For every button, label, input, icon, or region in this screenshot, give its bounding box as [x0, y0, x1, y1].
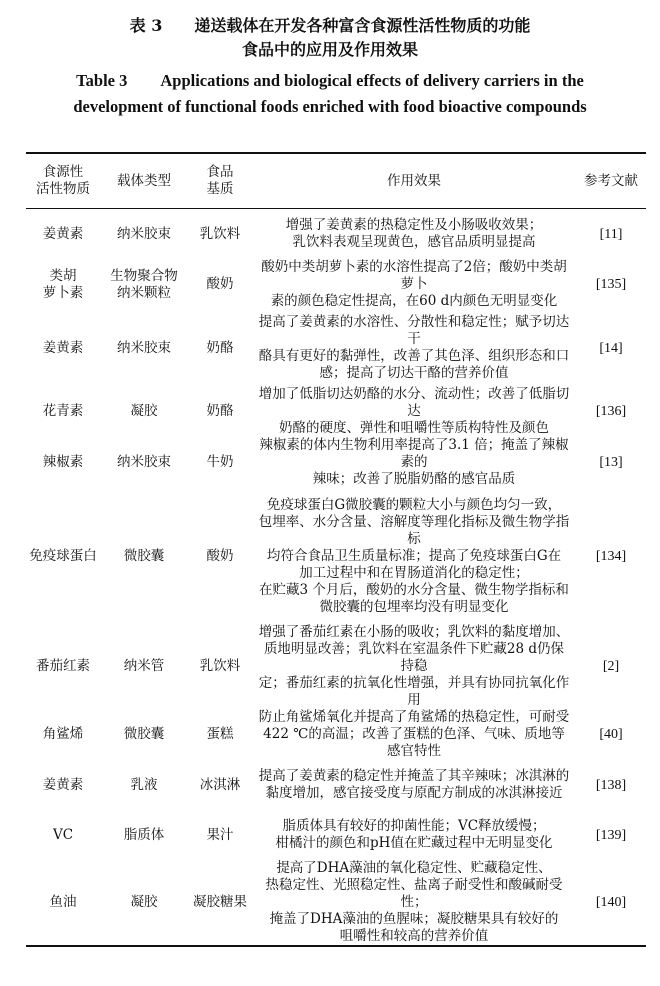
cell-text-line: 热稳定性、光照稳定性、盐离子耐受性和酸碱耐受性；	[265, 877, 563, 910]
table-row	[26, 209, 646, 259]
cell-text-line: 花青素	[42, 403, 84, 419]
header-compound	[26, 154, 100, 208]
cell-text-line: 载体类型	[117, 172, 171, 189]
cell-text-line: 咀嚼性和较高的营养价值	[339, 928, 489, 944]
cell-carrier	[100, 810, 188, 860]
cell-effect	[252, 310, 576, 386]
header-effect	[252, 154, 576, 208]
cell-food	[188, 709, 252, 760]
cell-food	[188, 259, 252, 310]
cell-text-line: 提高了姜黄素的稳定性并掩盖了其辛辣味；冰淇淋的	[258, 768, 570, 784]
title-en-line-1: Table 3 Applications and biological effects of delivery carriers in the	[76, 71, 584, 90]
cell-ref: [11]	[599, 226, 623, 242]
cell-text-line: 加工过程中和在胃肠道消化的稳定性；	[299, 564, 529, 581]
cell-text-line: 萝卜素	[42, 284, 84, 301]
cell-text-line: 微胶囊	[123, 547, 165, 564]
cell-text-line: VC	[52, 826, 74, 843]
cell-text-line: 微胶囊的包埋率均没有明显变化	[319, 598, 509, 615]
cell-carrier	[100, 437, 188, 488]
cell-text-line: 酸奶	[206, 547, 234, 564]
cell-food	[188, 860, 252, 945]
cell-carrier	[100, 860, 188, 945]
cell-compound	[26, 310, 100, 386]
cell-food	[188, 488, 252, 624]
cell-text-line: 提高了DHA藻油的氧化稳定性、贮藏稳定性、	[276, 860, 552, 876]
cell-text-line: 鱼油	[49, 894, 77, 910]
title-cn-line-1: 表 3 递送载体在开发各种富含食源性活性物质的功能	[129, 16, 531, 35]
cell-text-line: 番茄红素	[36, 658, 90, 674]
cell-text-line: 脂质体	[123, 826, 165, 843]
cell-text-line: 参考文献	[584, 172, 638, 189]
cell-text-line: 奶酪	[206, 339, 234, 356]
cell-compound	[26, 386, 100, 437]
cell-text-line: 奶酪	[206, 403, 234, 419]
cell-text-line: 辣椒素的体内生物利用率提高了3.1 倍；掩盖了辣椒素的	[259, 437, 569, 470]
cell-text-line: 活性物质	[36, 181, 90, 197]
cell-text-line: 素的颜色稳定性提高，在60 d内颜色无明显变化	[270, 293, 558, 309]
cell-text-line: 纳米颗粒	[117, 284, 171, 301]
cell-effect	[252, 437, 576, 488]
cell-carrier	[100, 259, 188, 310]
cell-text-line: 食品	[206, 164, 234, 180]
cell-effect	[252, 760, 576, 810]
cell-text-line: 作用效果	[387, 172, 441, 189]
cell-carrier	[100, 310, 188, 386]
cell-text-line: 凝胶糖果	[193, 894, 247, 910]
cell-text-line: 增强了姜黄素的热稳定性及小肠吸收效果；	[285, 217, 543, 233]
cell-text-line: 包埋率、水分含量、溶解度等理化指标及微生物学指标	[258, 513, 570, 547]
cell-ref: [134]	[595, 548, 627, 564]
cell-text-line: 冰淇淋	[199, 776, 241, 793]
cell-text-line: 增强了番茄红素在小肠的吸收；乳饮料的黏度增加、	[258, 624, 570, 640]
cell-effect	[252, 259, 576, 310]
caption-english	[0, 68, 660, 120]
cell-food	[188, 310, 252, 386]
cell-text-line: 类胡	[49, 267, 77, 284]
table-row	[26, 259, 646, 310]
table-bottom-rule	[26, 945, 646, 947]
cell-compound	[26, 860, 100, 945]
cell-text-line: 纳米胶束	[117, 339, 171, 356]
cell-food	[188, 624, 252, 709]
table-row	[26, 310, 646, 386]
cell-carrier	[100, 624, 188, 709]
cell-text-line: 防止角鲨烯氧化并提高了角鲨烯的热稳定性，可耐受	[258, 709, 570, 725]
cell-compound	[26, 709, 100, 760]
header-ref	[576, 154, 646, 208]
cell-text-line: 乳饮料	[199, 658, 241, 674]
cell-text-line: 奶酪的硬度、弹性和咀嚼性等质构特性及颜色	[279, 420, 549, 436]
cell-effect	[252, 488, 576, 624]
cell-text-line: 微胶囊	[123, 726, 165, 742]
cell-ref: [14]	[599, 340, 623, 356]
cell-text-line: 乳液	[130, 776, 158, 793]
cell-text-line: 纳米胶束	[117, 225, 171, 242]
cell-text-line: 酸奶	[206, 276, 234, 292]
header-carrier	[100, 154, 188, 208]
cell-ref: [140]	[595, 895, 627, 910]
cell-carrier	[100, 488, 188, 624]
cell-text-line: 辣椒素	[42, 454, 84, 470]
cell-effect	[252, 860, 576, 945]
cell-ref: [2]	[602, 659, 620, 674]
cell-text-line: 免疫球蛋白	[29, 547, 97, 564]
cell-text-line: 辣味；改善了脱脂奶酪的感官品质	[312, 471, 516, 487]
table-row	[26, 437, 646, 488]
table-row	[26, 810, 646, 860]
table-row	[26, 386, 646, 437]
cell-food	[188, 386, 252, 437]
cell-compound	[26, 810, 100, 860]
cell-text-line: 乳饮料表观呈现黄色，感官品质明显提高	[292, 234, 536, 250]
cell-ref: [135]	[595, 277, 627, 292]
cell-text-line: 蛋糕	[206, 726, 234, 742]
cell-text-line: 感；提高了切达干酪的营养价值	[319, 365, 509, 381]
cell-text-line: 牛奶	[206, 454, 234, 470]
cell-ref: [136]	[595, 404, 627, 419]
cell-text-line: 422 ℃的高温；改善了蛋糕的色泽、气味、质地等感官特性	[263, 726, 565, 759]
cell-text-line: 脂质体具有较好的抑菌性能；VC释放缓慢；	[282, 818, 546, 834]
cell-text-line: 酸奶中类胡萝卜素的水溶性提高了2倍；酸奶中类胡萝卜	[261, 259, 567, 292]
cell-carrier	[100, 209, 188, 259]
cell-compound	[26, 488, 100, 624]
cell-text-line: 姜黄素	[42, 339, 84, 356]
cell-food	[188, 209, 252, 259]
cell-text-line: 凝胶	[130, 403, 158, 419]
title-cn-line-2: 食品中的应用及作用效果	[241, 40, 418, 59]
cell-compound	[26, 624, 100, 709]
cell-text-line: 均符合食品卫生质量标准；提高了免疫球蛋白G在	[266, 547, 562, 564]
cell-food	[188, 760, 252, 810]
cell-carrier	[100, 386, 188, 437]
cell-compound	[26, 760, 100, 810]
table-grid	[26, 154, 646, 208]
cell-text-line: 姜黄素	[42, 225, 84, 242]
cell-text-line: 纳米管	[123, 658, 165, 674]
table-row	[26, 760, 646, 810]
table-row	[26, 624, 646, 709]
table-row	[26, 488, 646, 624]
cell-text-line: 乳饮料	[199, 225, 241, 242]
cell-compound	[26, 209, 100, 259]
cell-carrier	[100, 709, 188, 760]
cell-ref: [13]	[599, 455, 623, 470]
cell-text-line: 质地明显改善；乳饮料在室温条件下贮藏28 d仍保持稳	[263, 641, 565, 674]
cell-text-line: 定；番茄红素的抗氧化性增强，并具有协同抗氧化作用	[258, 675, 570, 708]
cell-text-line: 基质	[206, 181, 234, 197]
cell-text-line: 食源性	[42, 164, 84, 180]
cell-text-line: 果汁	[206, 826, 234, 843]
cell-carrier	[100, 760, 188, 810]
cell-ref: [138]	[595, 777, 627, 793]
data-table	[26, 152, 646, 947]
cell-ref: [139]	[595, 827, 627, 843]
cell-text-line: 柑橘汁的颜色和pH值在贮藏过程中无明显变化	[275, 835, 553, 851]
cell-text-line: 掩盖了DHA藻油的鱼腥味；凝胶糖果具有较好的	[269, 911, 559, 927]
cell-compound	[26, 259, 100, 310]
cell-text-line: 在贮藏3 个月后，酸奶的水分含量、微生物学指标和	[259, 581, 569, 598]
cell-text-line: 姜黄素	[42, 776, 84, 793]
cell-text-line: 免疫球蛋白G微胶囊的颗粒大小与颜色均匀一致，	[266, 496, 562, 513]
cell-text-line: 角鲨烯	[42, 726, 84, 742]
cell-text-line: 生物聚合物	[110, 267, 178, 284]
cell-food	[188, 810, 252, 860]
title-en-line-2: development of functional foods enriched with food bioactive compounds	[73, 97, 587, 116]
header-food	[188, 154, 252, 208]
table-row	[26, 709, 646, 760]
cell-effect	[252, 709, 576, 760]
caption-chinese	[0, 14, 660, 62]
cell-text-line: 酪具有更好的黏弹性，改善了其色泽、组织形态和口	[258, 348, 570, 364]
table-header-row	[26, 154, 646, 208]
cell-text-line: 黏度增加，感官接受度与原配方制成的冰淇淋接近	[265, 785, 563, 801]
cell-effect	[252, 386, 576, 437]
cell-text-line: 增加了低脂切达奶酪的水分、流动性；改善了低脂切达	[258, 386, 570, 419]
cell-effect	[252, 810, 576, 860]
table-row	[26, 860, 646, 945]
cell-effect	[252, 624, 576, 709]
cell-compound	[26, 437, 100, 488]
table-body	[26, 209, 646, 945]
table-body-grid	[26, 209, 646, 945]
cell-text-line: 提高了姜黄素的水溶性、分散性和稳定性；赋予切达干	[258, 314, 570, 347]
cell-text-line: 纳米胶束	[117, 454, 171, 470]
cell-text-line: 凝胶	[130, 894, 158, 910]
cell-effect	[252, 209, 576, 259]
cell-ref: [40]	[599, 727, 623, 742]
cell-food	[188, 437, 252, 488]
